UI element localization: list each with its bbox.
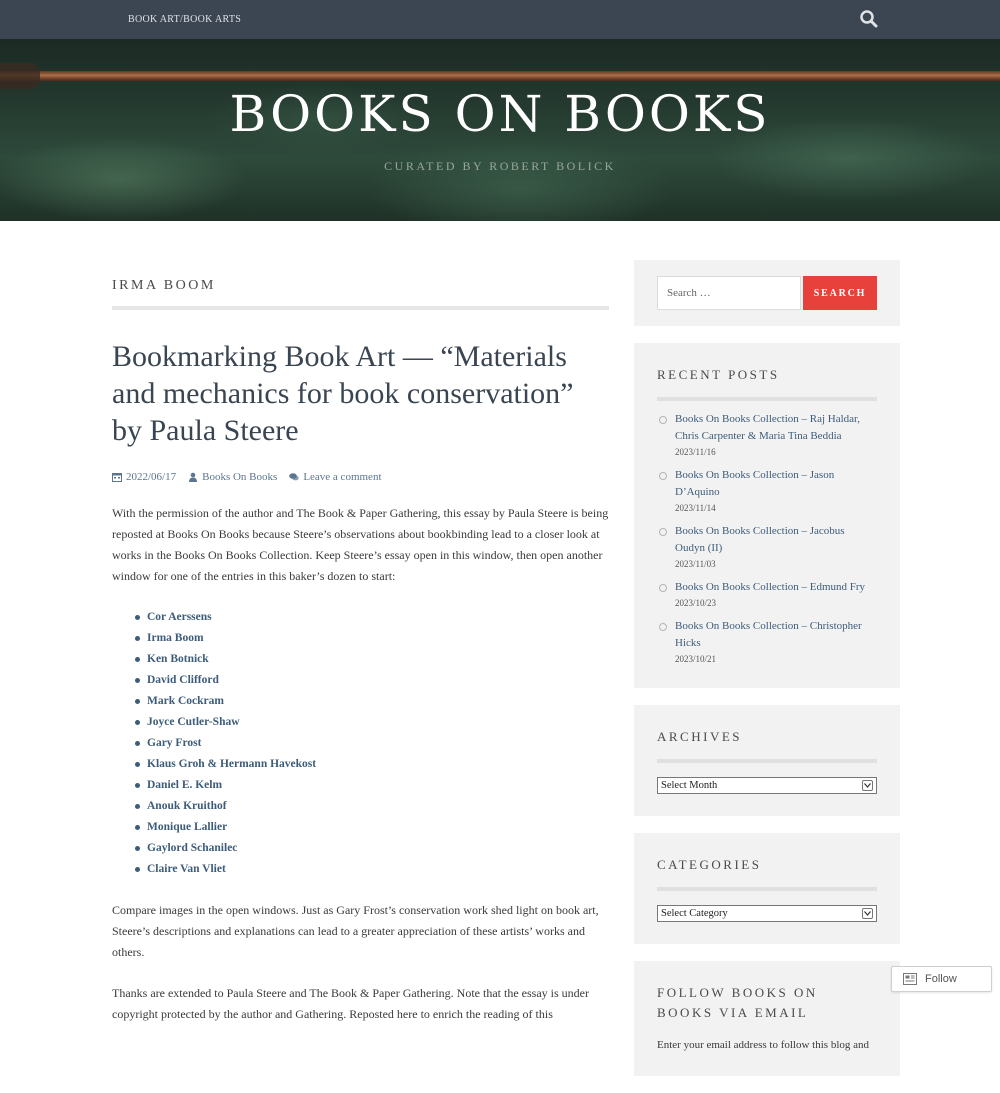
list-item xyxy=(657,411,877,459)
site-header xyxy=(0,39,1000,221)
reader-icon xyxy=(903,973,917,985)
categories-widget xyxy=(634,833,900,944)
chevron-down-icon xyxy=(862,780,873,791)
artist-link[interactable]: David Clifford xyxy=(147,670,609,691)
recent-post-link[interactable]: Books On Books Collection – Jacobus Oudyn (II) xyxy=(675,525,845,554)
post-author[interactable] xyxy=(188,471,277,483)
recent-post-date: 2023/11/16 xyxy=(675,447,716,457)
follow-email-widget xyxy=(634,961,900,1076)
recent-posts-list xyxy=(657,411,877,666)
archives-select-value: Select Month xyxy=(661,780,718,791)
recent-post-link[interactable]: Books On Books Collection – Jason D’Aquino xyxy=(675,469,835,498)
post-comments-label: Leave a comment xyxy=(303,471,382,483)
recent-posts-title: RECENT POSTS xyxy=(657,367,780,382)
artist-link[interactable]: Joyce Cutler-Shaw xyxy=(147,712,609,733)
chevron-down-icon xyxy=(862,908,873,919)
list-item xyxy=(657,523,877,571)
artist-link[interactable]: Irma Boom xyxy=(147,628,609,649)
calendar-icon xyxy=(112,472,122,482)
search-form xyxy=(657,276,877,310)
archives-title: ARCHIVES xyxy=(657,729,743,744)
recent-post-date: 2023/11/03 xyxy=(675,559,716,569)
post-comments[interactable] xyxy=(289,471,381,483)
post-title[interactable]: Bookmarking Book Art — “Materials and mechanics for book conservation” by Paula Steere xyxy=(112,340,574,447)
heading-divider xyxy=(112,306,609,310)
header-image-rod xyxy=(0,71,1000,81)
recent-post-date: 2023/11/14 xyxy=(675,503,716,513)
artist-link[interactable]: Anouk Kruithof xyxy=(147,796,609,817)
follow-email-title: FOLLOW BOOKS ON BOOKS VIA EMAIL xyxy=(657,985,818,1020)
artist-link[interactable]: Ken Botnick xyxy=(147,649,609,670)
site-description: CURATED BY ROBERT BOLICK xyxy=(384,159,616,173)
post-paragraph-thanks: Thanks are extended to Paula Steere and The Book & Paper Gathering. Note that the essay is under copyright protected by the author and Gathering. Reposted here to enrich the reading of this xyxy=(112,986,589,1021)
artist-link[interactable]: Daniel E. Kelm xyxy=(147,775,609,796)
widget-divider xyxy=(657,397,877,401)
recent-post-link[interactable]: Books On Books Collection – Raj Haldar, Chris Carpenter & Maria Tina Beddia xyxy=(675,413,861,442)
user-icon xyxy=(188,472,198,482)
nav-book-art[interactable]: BOOK ART/BOOK ARTS xyxy=(128,14,242,25)
artist-link[interactable]: Gary Frost xyxy=(147,733,609,754)
widget-divider xyxy=(657,887,877,891)
post-date-label: 2022/06/17 xyxy=(126,471,177,483)
post-date[interactable] xyxy=(112,471,176,483)
comments-icon xyxy=(289,472,299,482)
recent-post-date: 2023/10/21 xyxy=(675,654,717,664)
artist-link-list xyxy=(112,607,609,880)
recent-post-date: 2023/10/23 xyxy=(675,598,717,608)
follow-button[interactable] xyxy=(891,966,992,992)
post-meta xyxy=(112,471,609,483)
recent-post-link[interactable]: Books On Books Collection – Christopher Hicks xyxy=(675,620,862,649)
list-item xyxy=(657,618,877,666)
categories-select-value: Select Category xyxy=(661,908,728,919)
archives-select[interactable] xyxy=(657,777,877,794)
post-intro: With the permission of the author and The Book & Paper Gathering, this essay by Paula Steere is being reposted at Books On Books because Steere’s observations about bookbinding lead to a closer look at works in the Books On Books Collection. Keep Steere’s essay open in this window, then open another window for one of the entries in this baker’s dozen to start: xyxy=(112,506,609,583)
sidebar xyxy=(634,260,900,1093)
post-paragraph-compare: Compare images in the open windows. Just as Gary Frost’s conservation work shed light on book art, Steere’s descriptions and explanations can lead to a greater appreciation of these artists’ works and others. xyxy=(112,903,599,959)
categories-select[interactable] xyxy=(657,905,877,922)
archives-widget xyxy=(634,705,900,816)
search-button[interactable]: SEARCH xyxy=(803,276,877,310)
top-bar xyxy=(0,0,1000,39)
recent-posts-widget xyxy=(634,343,900,688)
list-item xyxy=(657,579,877,610)
artist-link[interactable]: Claire Van Vliet xyxy=(147,859,609,880)
follow-email-description: Enter your email address to follow this blog and xyxy=(657,1039,870,1051)
main-content xyxy=(112,260,609,1025)
follow-button-label: Follow xyxy=(925,973,957,985)
post-author-label: Books On Books xyxy=(202,471,278,483)
categories-title: CATEGORIES xyxy=(657,857,762,872)
page-heading: IRMA BOOM xyxy=(112,278,216,293)
artist-link[interactable]: Cor Aerssens xyxy=(147,607,609,628)
artist-link[interactable]: Monique Lallier xyxy=(147,817,609,838)
widget-divider xyxy=(657,759,877,763)
artist-link[interactable]: Gaylord Schanilec xyxy=(147,838,609,859)
artist-link[interactable]: Klaus Groh & Hermann Havekost xyxy=(147,754,609,775)
list-item xyxy=(657,467,877,515)
search-input[interactable] xyxy=(657,276,801,310)
search-icon[interactable] xyxy=(858,8,880,30)
artist-link[interactable]: Mark Cockram xyxy=(147,691,609,712)
recent-post-link[interactable]: Books On Books Collection – Edmund Fry xyxy=(675,581,866,593)
site-title[interactable]: BOOKS ON BOOKS xyxy=(229,85,771,143)
search-widget xyxy=(634,260,900,326)
